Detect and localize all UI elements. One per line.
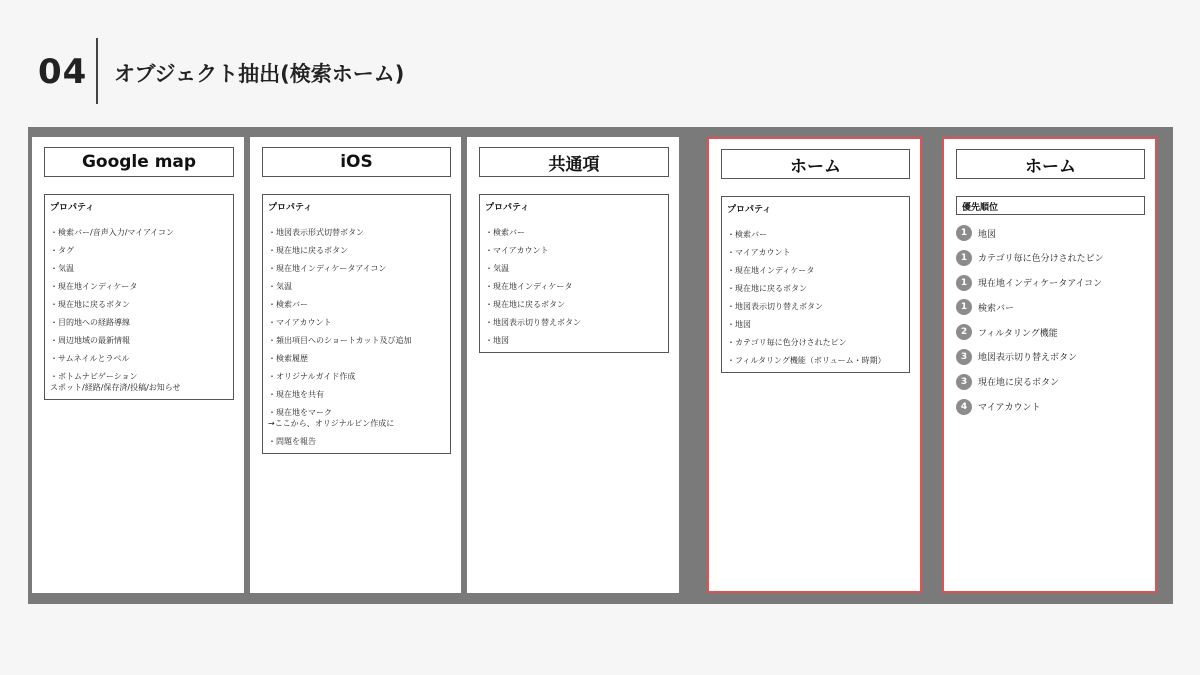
list-item: ・頻出項目へのショートカット及び追加 — [268, 336, 412, 345]
list-item: ・地図表示切り替えボタン — [727, 302, 823, 311]
list-item: ・検索バー — [268, 300, 308, 309]
list-item: ・問題を報告 — [268, 437, 316, 446]
list-item — [956, 299, 1145, 315]
priority-badge: 2 — [956, 324, 972, 340]
comparison-board — [28, 127, 1173, 604]
priority-badge: 1 — [956, 275, 972, 291]
title-divider — [96, 38, 98, 104]
property-label: プロパティ — [727, 205, 772, 215]
list-item: ・現在地インディケータアイコン — [268, 264, 387, 273]
property-label: プロパティ — [485, 203, 530, 213]
list-item: ・周辺地域の最新情報 — [50, 336, 130, 345]
property-label: プロパティ — [50, 203, 95, 213]
column-home-properties — [707, 137, 922, 593]
column-title: iOS — [262, 147, 451, 177]
column-title: ホーム — [956, 149, 1145, 179]
list-item: ・カテゴリ毎に色分けされたピン — [727, 338, 847, 347]
list-item — [956, 225, 1145, 241]
list-item — [956, 324, 1145, 340]
list-item: ・マイアカウント — [268, 318, 332, 327]
list-item: ・地図表示形式切替ボタン — [268, 228, 364, 237]
priority-badge: 1 — [956, 225, 972, 241]
list-item: ・現在地に戻るボタン — [50, 300, 130, 309]
list-item: ・目的地への経路導線 — [50, 318, 130, 327]
column-ios — [250, 137, 461, 593]
list-item: ・現在地をマーク →ここから、オリジナルピン作成に — [268, 408, 395, 428]
priority-badge: 1 — [956, 299, 972, 315]
list-item: ・現在地インディケータ — [727, 266, 815, 275]
list-item: ・サムネイルとラベル — [50, 354, 130, 363]
column-home-priority — [942, 137, 1157, 593]
priority-text: 地図 — [978, 229, 997, 240]
list-item: ・気温 — [268, 282, 292, 291]
list-item — [956, 250, 1145, 266]
property-list — [262, 194, 451, 454]
priority-text: カテゴリ毎に色分けされたピン — [978, 254, 1104, 265]
priority-text: フィルタリング機能 — [978, 328, 1058, 339]
list-item: ・現在地に戻るボタン — [727, 284, 807, 293]
list-item: ・気温 — [50, 264, 74, 273]
list-item — [956, 349, 1145, 365]
list-item: ・現在地を共有 — [268, 390, 324, 399]
list-item: ・検索履歴 — [268, 354, 308, 363]
list-item: ・フィルタリング機能（ボリューム・時期） — [727, 356, 886, 365]
list-item: ・地図表示切り替えボタン — [485, 318, 581, 327]
property-list — [44, 194, 234, 400]
list-item — [956, 275, 1145, 291]
list-item: ・検索バー — [727, 230, 767, 239]
list-item: ・検索バー/音声入力/マイアイコン — [50, 228, 174, 237]
priority-text: 現在地インディケータアイコン — [978, 279, 1103, 290]
list-item: ・現在地インディケータ — [485, 282, 573, 291]
column-common — [467, 137, 679, 593]
list-item: ・地図 — [727, 320, 751, 329]
priority-label: 優先順位 — [956, 196, 1145, 215]
priority-text: マイアカウント — [978, 403, 1041, 414]
list-item: ・現在地に戻るボタン — [485, 300, 565, 309]
priority-text: 現在地に戻るボタン — [978, 378, 1060, 389]
priority-badge: 4 — [956, 399, 972, 415]
list-item: ・ボトムナビゲーション スポット/経路/保存済/投稿/お知らせ — [50, 372, 181, 392]
column-title: 共通項 — [479, 147, 669, 177]
list-item: ・検索バー — [485, 228, 525, 237]
list-item: ・地図 — [485, 336, 509, 345]
property-label: プロパティ — [268, 203, 313, 213]
priority-list — [956, 225, 1145, 423]
column-title: Google map — [44, 147, 234, 177]
list-item: ・タグ — [50, 246, 74, 255]
list-item: ・現在地インディケータ — [50, 282, 138, 291]
list-item: ・現在地に戻るボタン — [268, 246, 348, 255]
column-title: ホーム — [721, 149, 910, 179]
property-list — [721, 196, 910, 373]
list-item: ・気温 — [485, 264, 509, 273]
list-item — [956, 374, 1145, 390]
list-item — [956, 399, 1145, 415]
priority-badge: 3 — [956, 349, 972, 365]
list-item: ・オリジナルガイド作成 — [268, 372, 356, 381]
column-google-map — [32, 137, 244, 593]
property-list — [479, 194, 669, 353]
list-item: ・マイアカウント — [727, 248, 791, 257]
priority-text: 地図表示切り替えボタン — [978, 353, 1078, 364]
priority-text: 検索バー — [978, 303, 1015, 314]
slide-number: 04 — [38, 52, 88, 92]
priority-badge: 3 — [956, 374, 972, 390]
priority-badge: 1 — [956, 250, 972, 266]
slide-title: オブジェクト抽出(検索ホーム) — [114, 62, 405, 86]
list-item: ・マイアカウント — [485, 246, 549, 255]
